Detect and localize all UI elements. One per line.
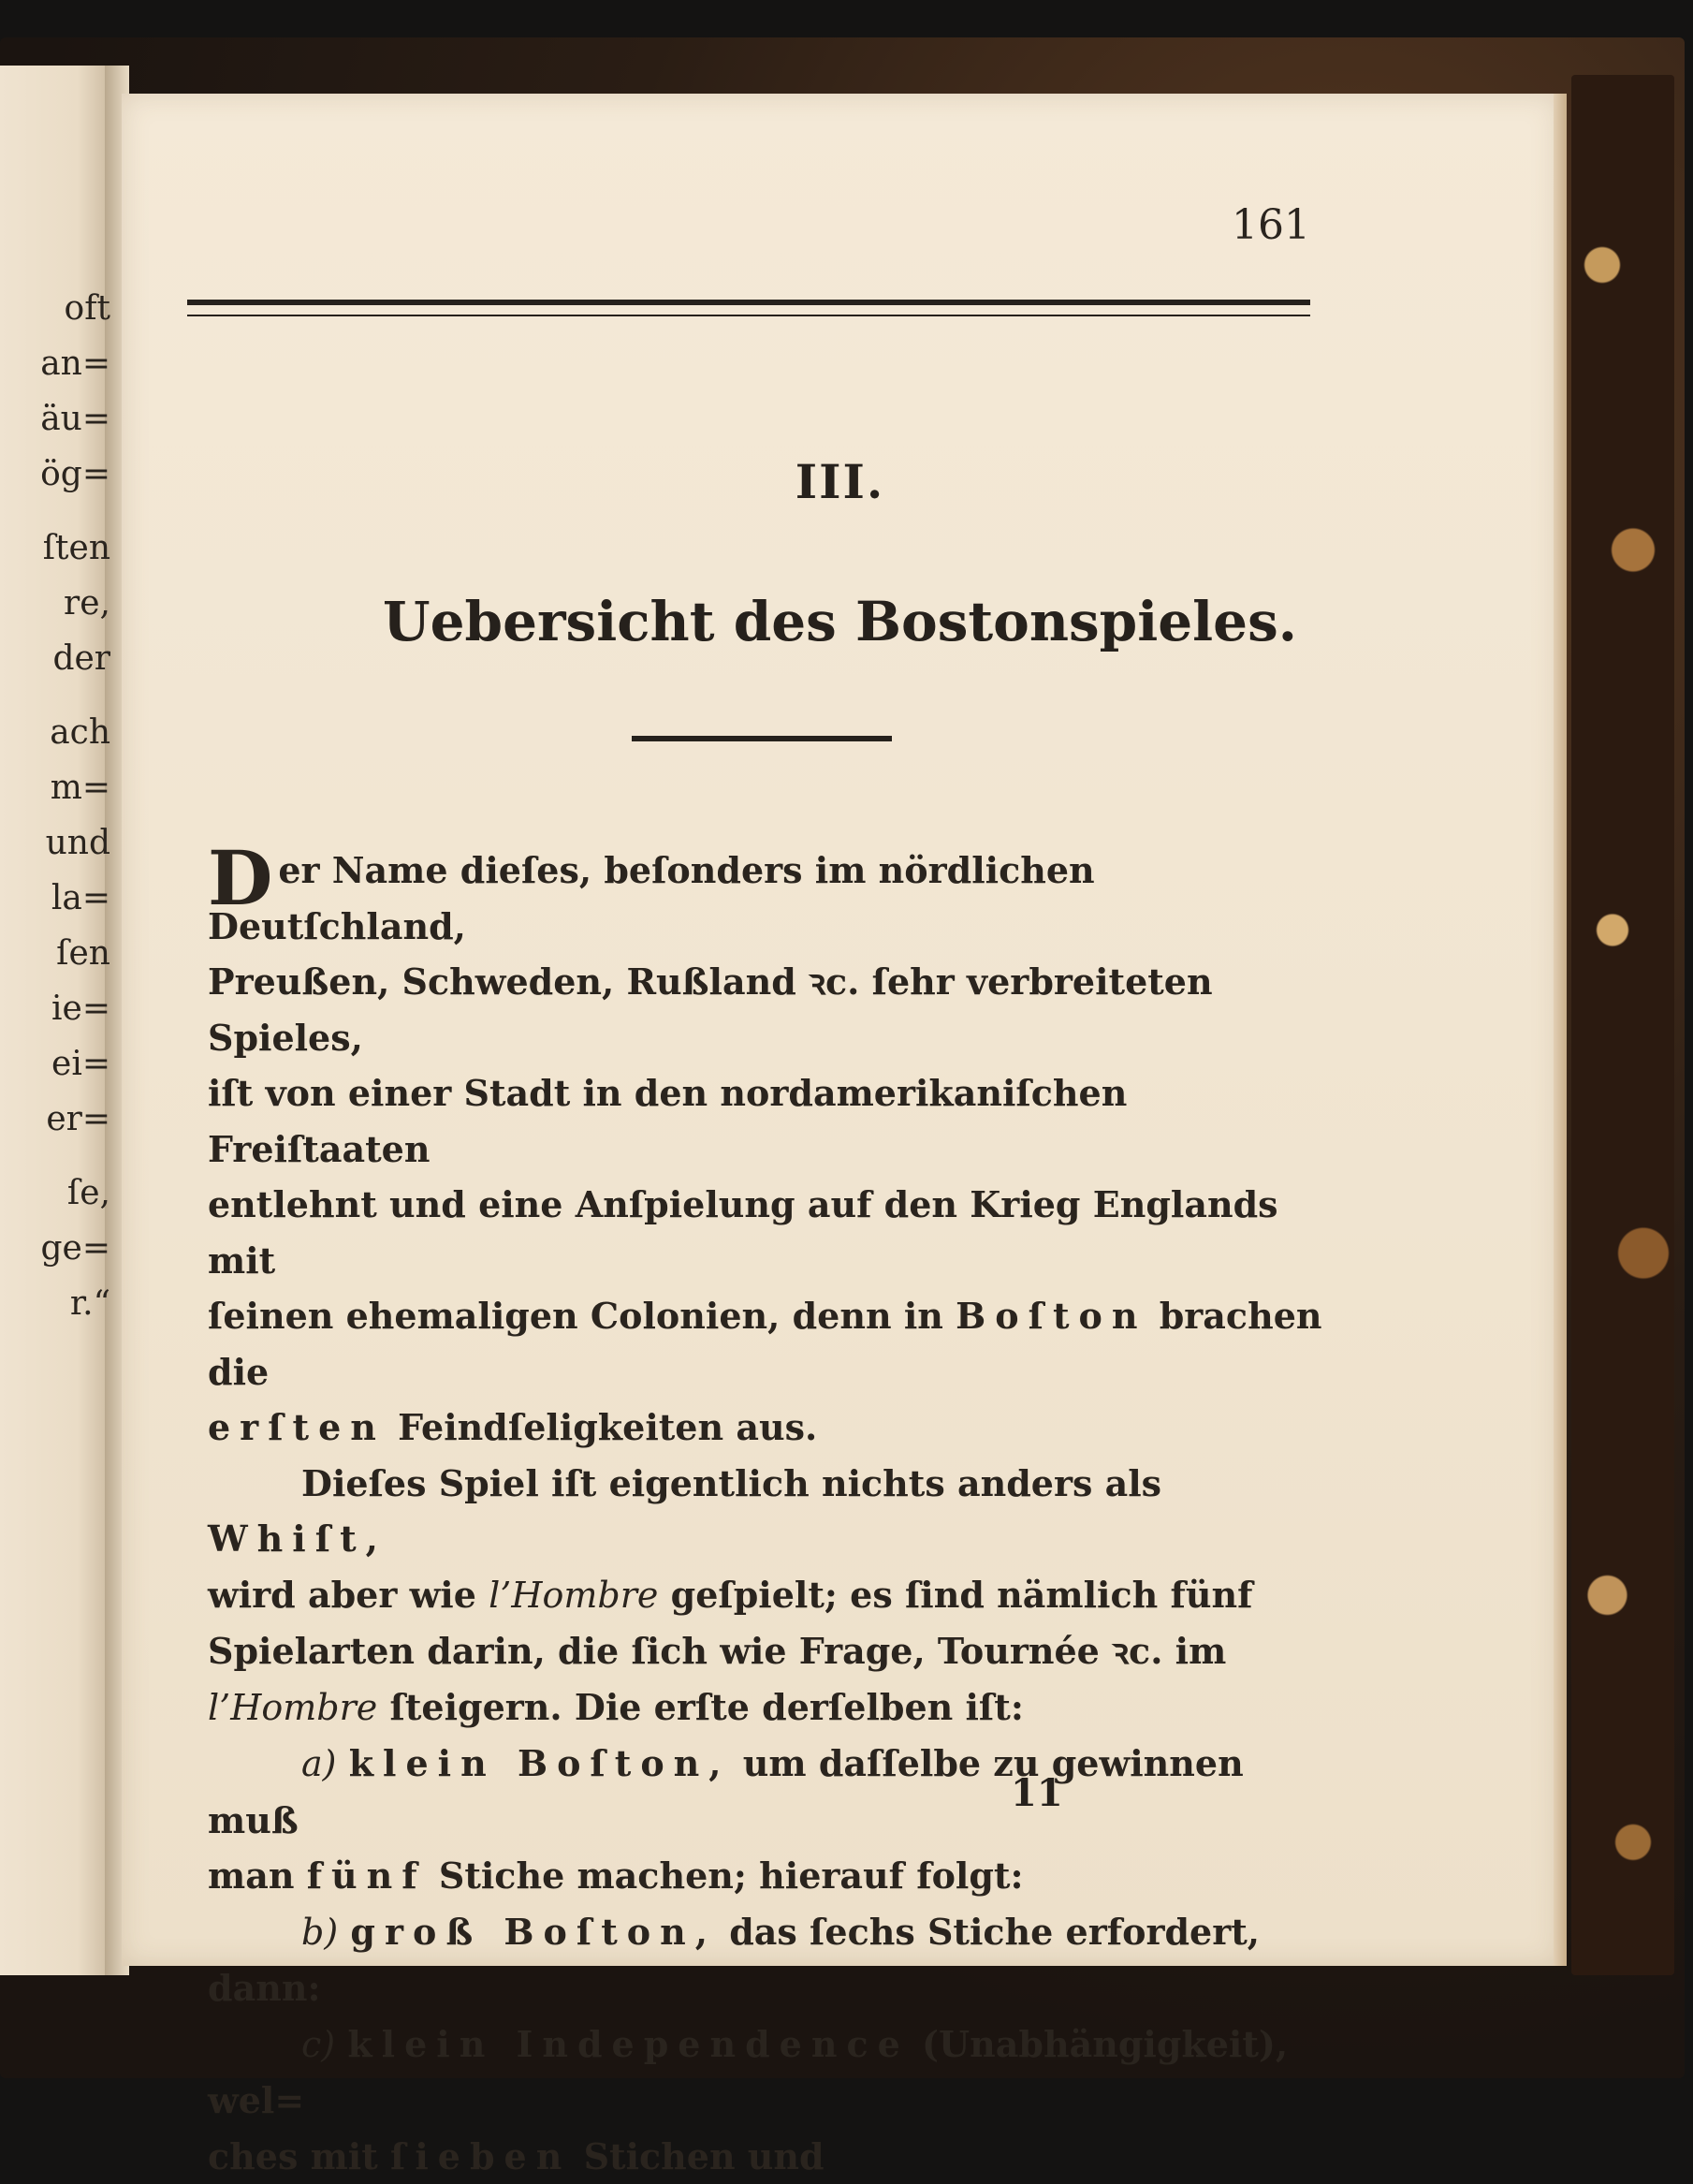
left-fragment-line bbox=[9, 502, 110, 520]
text-line: iſt von einer Stadt in den nordamerikaniſchen Freiſtaaten bbox=[208, 1072, 1127, 1170]
list-marker: c) bbox=[301, 2024, 335, 2065]
text-line: Preußen, Schweden, Rußland ꝛc. ſehr verbreiteten Spieles, bbox=[208, 960, 1213, 1059]
left-fragment-line: r.“ bbox=[9, 1276, 110, 1331]
marbled-cover-edge bbox=[1571, 75, 1674, 1975]
emphasized-word: Whiſt, bbox=[208, 1517, 387, 1560]
left-fragment-line: ge= bbox=[9, 1221, 110, 1276]
left-fragment-line: er= bbox=[9, 1092, 110, 1147]
text-line: Stiche machen; hierauf folgt: bbox=[427, 1854, 1024, 1897]
text-line: Dieſes Spiel iſt eigentlich nichts anders als bbox=[301, 1462, 1161, 1504]
paragraph-1 bbox=[208, 843, 1331, 1456]
text-line: dann: bbox=[208, 1967, 320, 2009]
emphasized-word: Boſton bbox=[956, 1295, 1146, 1337]
left-fragment-line: ei= bbox=[9, 1036, 110, 1092]
drop-cap: D bbox=[208, 859, 272, 897]
emphasized-word: groß Boſton, bbox=[350, 1911, 717, 1953]
signature-mark: 11 bbox=[1011, 1771, 1198, 1815]
text-line: ches mit bbox=[208, 2135, 390, 2177]
page-number: 161 bbox=[1217, 201, 1310, 249]
header-rule bbox=[187, 300, 1310, 316]
list-marker: b) bbox=[301, 1912, 338, 1953]
emphasized-word: ſieben bbox=[390, 2135, 571, 2177]
text-line: entlehnt und eine Anſpielung auf den Krieg Englands mit bbox=[208, 1183, 1278, 1282]
left-fragment-line: re, bbox=[9, 576, 110, 631]
left-fragment-line: ſen bbox=[9, 926, 110, 981]
emphasized-word: klein Boſton, bbox=[349, 1742, 731, 1784]
list-item-c bbox=[208, 2016, 1331, 2184]
title-divider bbox=[632, 736, 892, 741]
text-line: das ſechs Stiche erfordert, bbox=[717, 1911, 1260, 1953]
list-item-a bbox=[208, 1736, 1331, 1904]
text-line: ſeinen ehemaligen Colonien, denn in bbox=[208, 1295, 956, 1337]
left-fragment-line: oft bbox=[9, 281, 110, 336]
text-line: geſpielt; es ſind nämlich fünf bbox=[658, 1574, 1252, 1616]
text-line: wird aber wie bbox=[208, 1574, 489, 1616]
left-fragment-line: ög= bbox=[9, 447, 110, 502]
emphasized-word: erſten bbox=[208, 1406, 386, 1448]
left-page-text-fragments bbox=[9, 281, 110, 1331]
emphasized-word: klein Independence bbox=[347, 2023, 909, 2065]
text-line: (Unabhängigkeit), wel= bbox=[208, 2023, 1288, 2122]
text-line: er Name dieſes, beſonders im nördlichen Deutſchland, bbox=[208, 849, 1095, 947]
emphasized-word: fünf bbox=[307, 1854, 427, 1897]
text-line: Feindſeligkeiten aus. bbox=[386, 1406, 817, 1448]
italic-word: l’Hombre bbox=[208, 1687, 377, 1728]
left-fragment-line: an= bbox=[9, 336, 110, 391]
left-fragment-line bbox=[9, 1147, 110, 1165]
text-line: brachen die bbox=[208, 1295, 1322, 1393]
list-marker: a) bbox=[301, 1743, 336, 1784]
paragraph-2 bbox=[208, 1456, 1331, 1737]
left-fragment-line: und bbox=[9, 815, 110, 871]
text-line: um daſſelbe zu gewinnen muß bbox=[208, 1742, 1244, 1841]
italic-word: l’Hombre bbox=[489, 1575, 658, 1616]
page-edge bbox=[1554, 94, 1567, 1966]
left-fragment-line: ie= bbox=[9, 981, 110, 1036]
text-line: Spielarten darin, die ſich wie Frage, Tournée ꝛc. im bbox=[208, 1630, 1226, 1672]
left-fragment-line bbox=[9, 686, 110, 705]
left-fragment-line: der bbox=[9, 631, 110, 686]
left-fragment-line: la= bbox=[9, 871, 110, 926]
chapter-number: III. bbox=[122, 454, 1558, 509]
left-fragment-line: ſten bbox=[9, 520, 110, 576]
text-line: man bbox=[208, 1854, 307, 1897]
chapter-title: Uebersicht des Bostonspieles. bbox=[122, 590, 1558, 653]
left-fragment-line: ſe, bbox=[9, 1165, 110, 1221]
left-fragment-line: m= bbox=[9, 760, 110, 815]
text-line: Stichen und bbox=[571, 2135, 824, 2177]
list-item-b bbox=[208, 1904, 1331, 2016]
left-fragment-line: ach bbox=[9, 705, 110, 760]
body-text bbox=[208, 843, 1331, 2184]
text-line: ſteigern. Die erſte derſelben iſt: bbox=[377, 1686, 1024, 1728]
left-fragment-line: äu= bbox=[9, 391, 110, 447]
